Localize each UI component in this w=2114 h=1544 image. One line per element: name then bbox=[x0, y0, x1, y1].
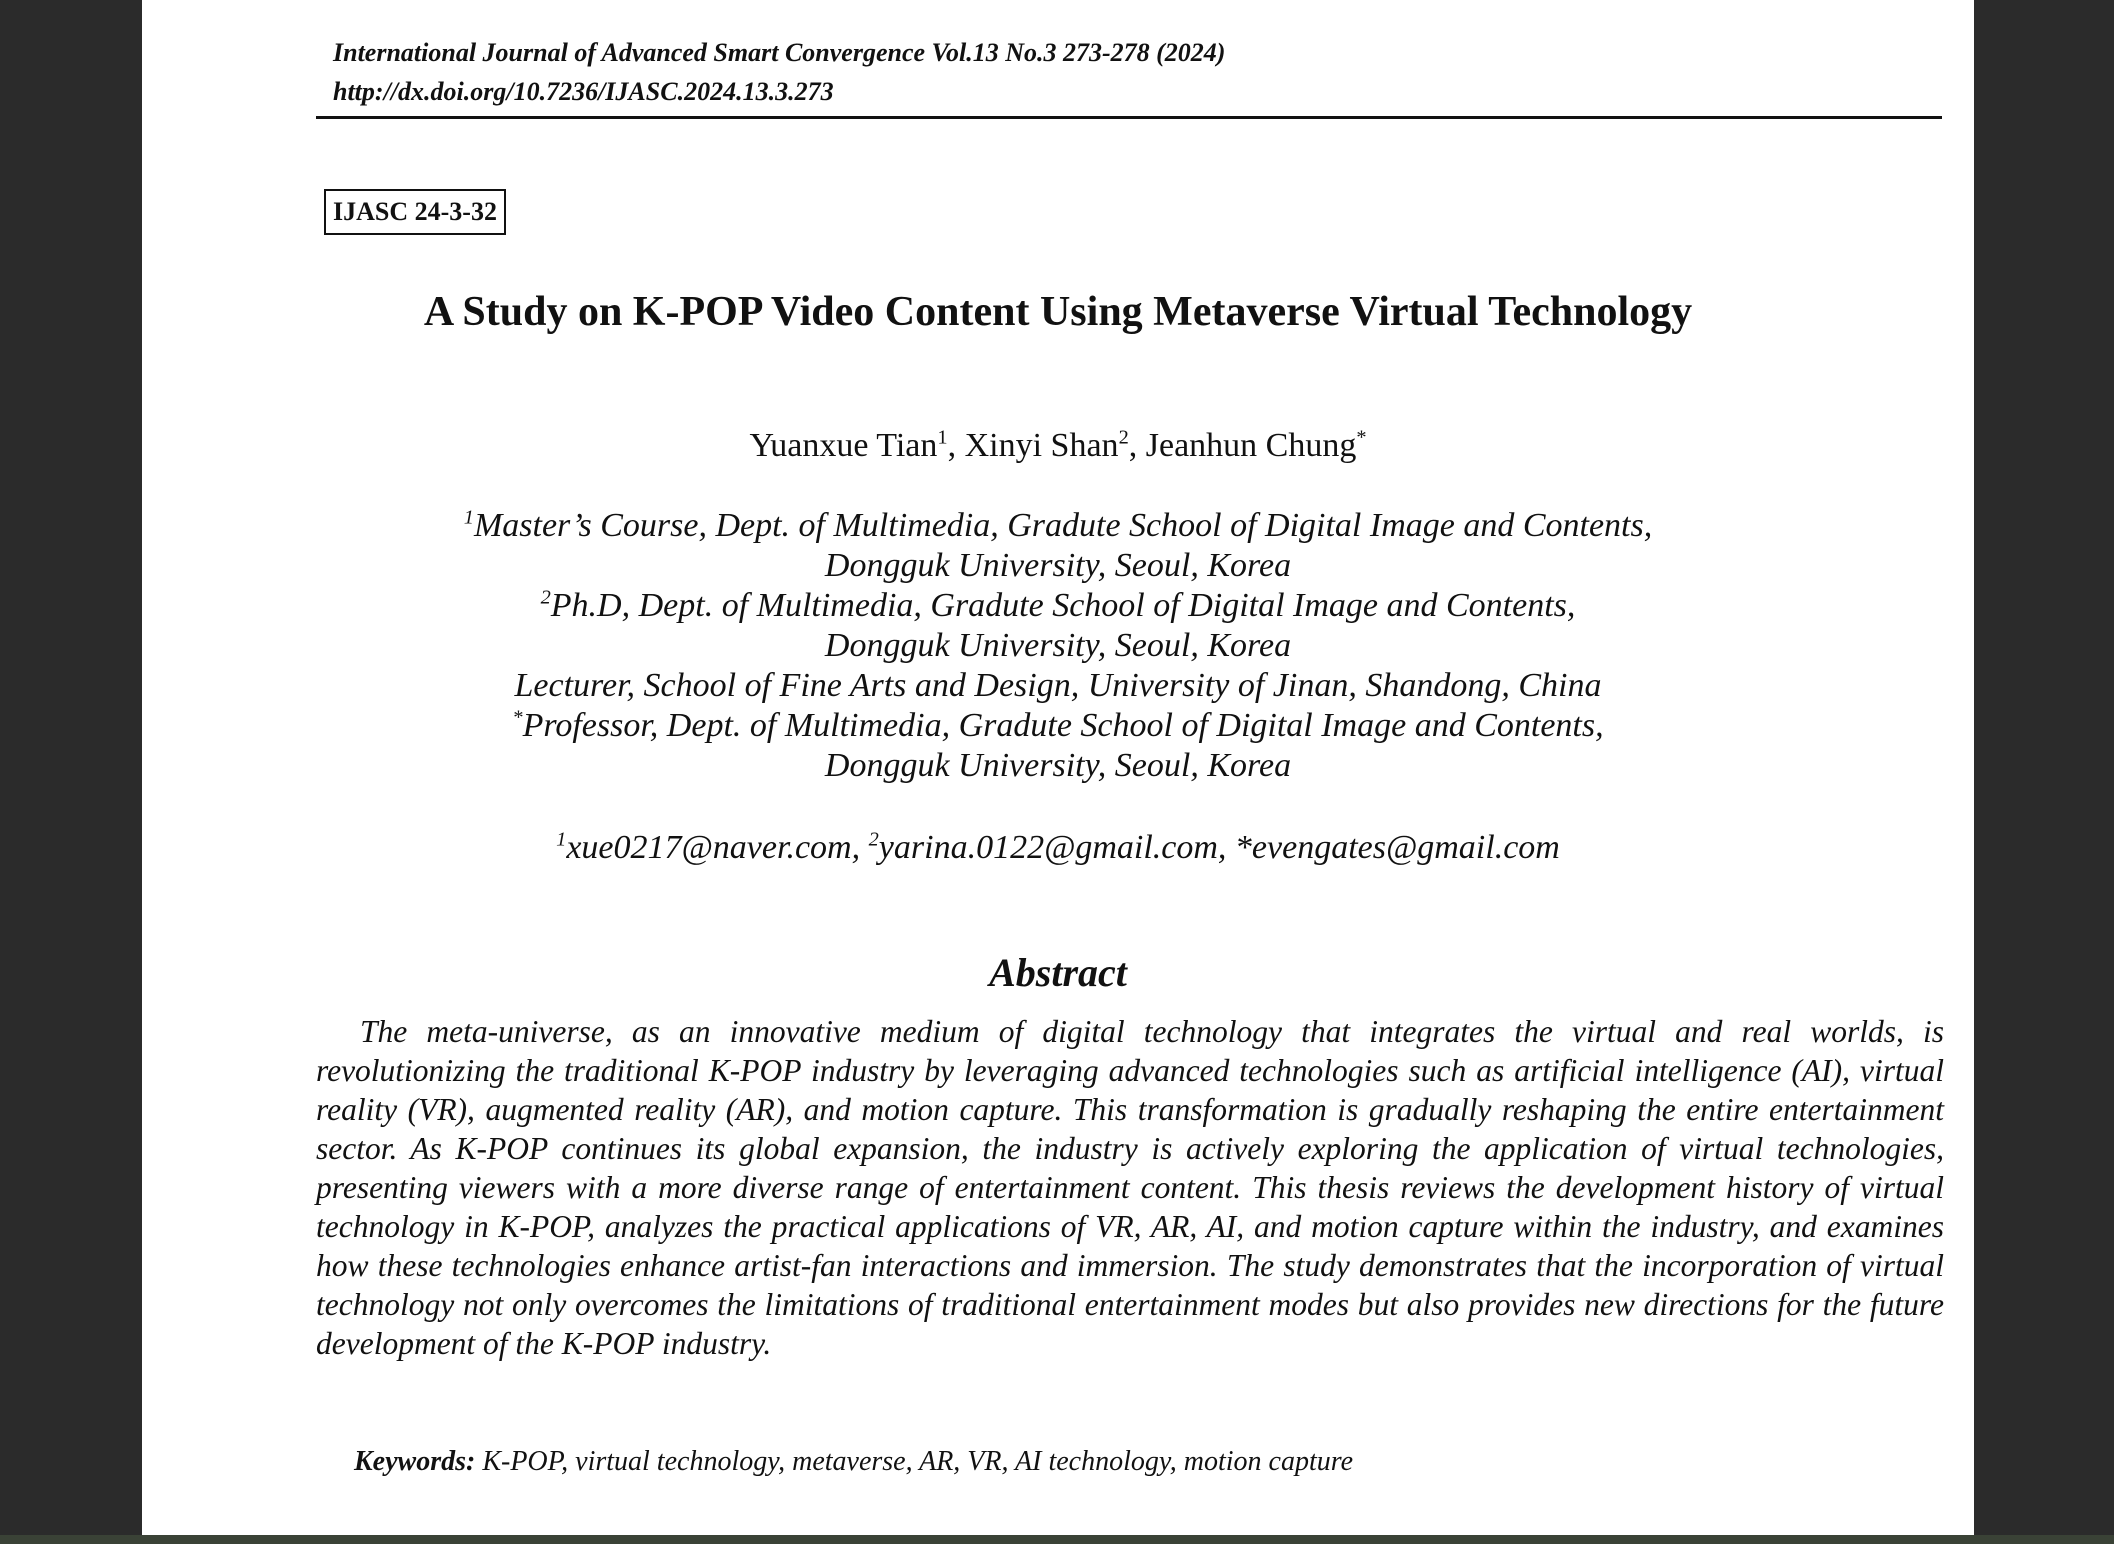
keywords-label: Keywords: bbox=[354, 1446, 476, 1477]
author-mark: 1 bbox=[937, 426, 948, 449]
affiliation-text: Dongguk University, Seoul, Korea bbox=[824, 627, 1292, 664]
doi-link[interactable]: http://dx.doi.org/10.7236/IJASC.2024.13.3.273 bbox=[333, 77, 834, 106]
affiliation-text: Master’s Course, Dept. of Multimedia, Gradute School of Digital Image and Contents, bbox=[473, 507, 1653, 544]
author-separator: , bbox=[1128, 427, 1146, 464]
email-text[interactable]: xue0217@naver.com, bbox=[566, 829, 869, 866]
affiliation-line bbox=[142, 546, 1974, 586]
abstract-body: The meta-universe, as an innovative medium of digital technology that integrates the virtual and real worlds, is revolutionizing the traditional K-POP industry by leveraging advanced technologies such as artificial intelligence (AI), virtual reality (VR), augmented reality (AR), and motion capture. This transformation is gradually reshaping the entire entertainment sector. As K-POP continues its global expansion, the industry is actively exploring the application of virtual technologies, presenting viewers with a more diverse range of entertainment content. This thesis reviews the development history of virtual technology in K-POP, analyzes the practical applications of VR, AR, AI, and motion capture within the industry, and examines how these technologies enhance artist-fan interactions and immersion. The study demonstrates that the incorporation of virtual technology not only overcomes the limitations of traditional entertainment modes but also provides new directions for the future development of the K-POP industry. bbox=[316, 1014, 1944, 1361]
email-mark: 1 bbox=[556, 828, 567, 851]
paper-code-box: IJASC 24-3-32 bbox=[324, 189, 506, 235]
affiliation-text: Ph.D, Dept. of Multimedia, Gradute School of Digital Image and Contents, bbox=[550, 587, 1576, 624]
keywords-text: K-POP, virtual technology, metaverse, AR, VR, AI technology, motion capture bbox=[475, 1446, 1354, 1477]
affiliation-line bbox=[142, 626, 1974, 666]
header-divider bbox=[316, 116, 1942, 119]
affiliation-text: Dongguk University, Seoul, Korea bbox=[824, 547, 1292, 584]
affiliation-line bbox=[142, 706, 1974, 746]
affiliation-line bbox=[142, 746, 1974, 786]
author-separator: , bbox=[947, 427, 965, 464]
keywords-line bbox=[354, 1444, 1353, 1480]
author-name: Xinyi Shan bbox=[964, 427, 1119, 464]
author-name: Jeanhun Chung bbox=[1145, 427, 1357, 464]
viewer-bottom-strip bbox=[0, 1535, 2114, 1544]
email-list bbox=[142, 826, 1974, 870]
author-list bbox=[142, 424, 1974, 468]
abstract-heading: Abstract bbox=[989, 950, 1127, 995]
affiliation-text: Professor, Dept. of Multimedia, Gradute School of Digital Image and Contents, bbox=[522, 707, 1604, 744]
paper-title: A Study on K-POP Video Content Using Metaverse Virtual Technology bbox=[423, 289, 1693, 335]
affiliation-text: Dongguk University, Seoul, Korea bbox=[824, 747, 1292, 784]
author-name: Yuanxue Tian bbox=[749, 427, 938, 464]
affiliation-line bbox=[142, 506, 1974, 546]
affiliation-mark: 2 bbox=[540, 586, 551, 609]
affiliation-line bbox=[142, 586, 1974, 626]
affiliation-mark: * bbox=[512, 706, 523, 729]
affiliation-line bbox=[142, 666, 1974, 706]
affiliation-mark: 1 bbox=[463, 506, 474, 529]
author-mark: * bbox=[1356, 426, 1367, 449]
email-text[interactable]: yarina.0122@gmail.com, *evengates@gmail.com bbox=[878, 829, 1560, 866]
journal-citation: International Journal of Advanced Smart Convergence Vol.13 No.3 273-278 (2024) bbox=[333, 38, 1226, 67]
author-mark: 2 bbox=[1118, 426, 1129, 449]
pdf-page bbox=[142, 0, 1974, 1537]
affiliation-text: Lecturer, School of Fine Arts and Design, University of Jinan, Shandong, China bbox=[514, 667, 1602, 704]
email-mark: 2 bbox=[868, 828, 879, 851]
